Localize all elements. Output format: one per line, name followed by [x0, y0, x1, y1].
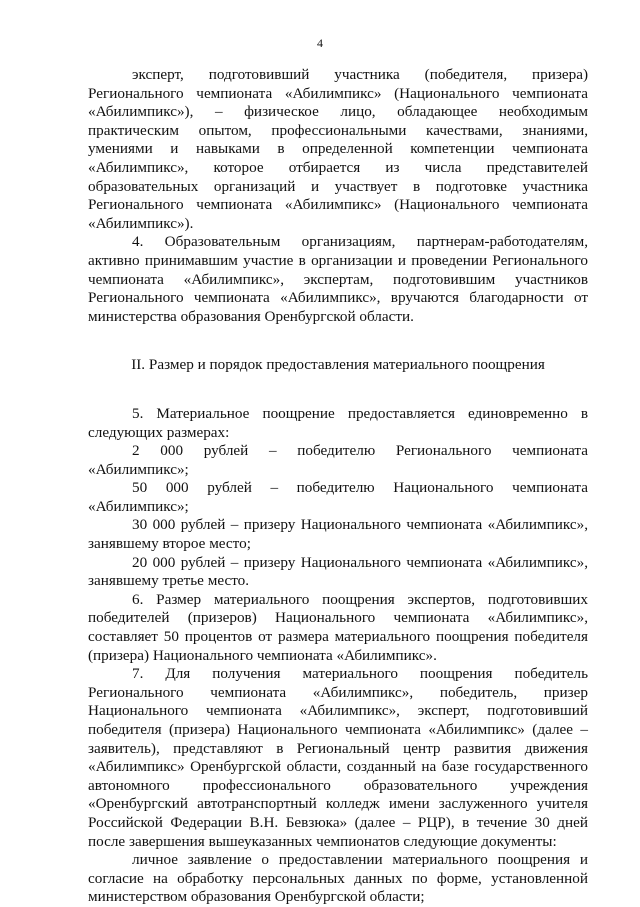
paragraph-4: 4. Образовательным организациям, партнерам-работодателям, активно принимавшим участие в организации и проведении Регионального чемпионата «Абилимпикс», экспертам, подготовившим участников Регионального чемпионата «Абилимпикс», вручаются благодарности от министерства образования Оренбургской области. [88, 233, 588, 325]
paragraph-5: 5. Материальное поощрение предоставляется единовременно в следующих размерах: [88, 404, 588, 441]
document-body [88, 66, 588, 907]
paragraph-5-item-d: 20 000 рублей – призеру Национального чемпионата «Абилимпикс», занявшему третье место. [88, 553, 588, 590]
paragraph-5-item-a: 2 000 рублей – победителю Регионального чемпионата «Абилимпикс»; [88, 442, 588, 478]
page-number: 4 [317, 36, 323, 50]
paragraph-7-item-a: личное заявление о предоставлении материального поощрения и согласие на обработку персональных данных по форме, установленной министерством образования Оренбургской области; [88, 851, 588, 906]
paragraph-6: 6. Размер материального поощрения экспертов, подготовивших победителей (призеров) Национального чемпионата «Абилимпикс», составляет 50 процентов от размера материального поощрения победителя (призера) Национального чемпионата «Абилимпикс». [88, 590, 588, 664]
paragraph-expert-definition: эксперт, подготовивший участника (победителя, призера) Регионального чемпионата «Абилимпикс» (Национального чемпионата «Абилимпикс»), – физическое лицо, обладающее необходимым практическим опытом, профессиональными качествами, знаниями, умениями и навыками в определенной компетенции чемпионата «Абилимпикс», которое отбирается из числа представителей образовательных организаций и участвует в подготовке участника Регионального чемпионата «Абилимпикс» (Национального чемпионата «Абилимпикс»). [88, 66, 588, 232]
paragraph-7: 7. Для получения материального поощрения победитель Регионального чемпионата «Абилимпикс», победитель, призер Национального чемпионата «Абилимпикс», эксперт, подготовивший победителя (призера) Национального чемпионата «Абилимпикс» (далее – заявитель), представляют в Региональный центр развития движения «Абилимпикс» Оренбургской области, созданный на базе государственного автономного профессионального образовательного учреждения «Оренбургский автотранспортный колледж имени заслуженного учителя Российской Федерации В.Н. Бевзюка» (далее – РЦР), в течение 30 дней после завершения вышеуказанных чемпионатов следующие документы: [88, 665, 588, 850]
paragraph-5-item-c: 30 000 рублей – призеру Национального чемпионата «Абилимпикс», занявшему второе место; [88, 516, 588, 553]
paragraph-5-item-b: 50 000 рублей – победителю Национального чемпионата «Абилимпикс»; [88, 479, 588, 515]
section-heading-2: II. Размер и порядок предоставления материального поощрения [131, 356, 545, 374]
